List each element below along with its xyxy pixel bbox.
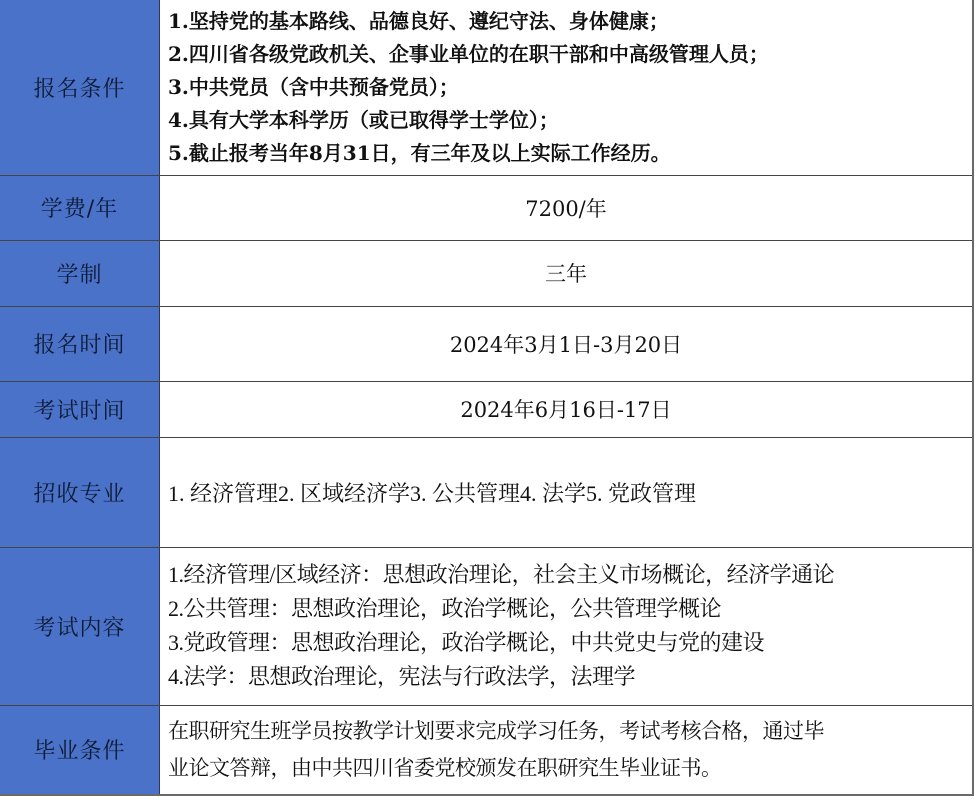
label-exam-date: 考试时间	[0, 381, 160, 437]
exam-subject-item: 3.党政管理：思想政治理论，政治学概论，中共党史与党的建设	[168, 630, 765, 655]
value-tuition: 7200/年	[160, 175, 974, 240]
row-exam-subjects	[0, 547, 973, 705]
graduation-text-line: 在职研究生班学员按教学计划要求完成学习任务，考试考核合格，通过毕	[168, 718, 824, 743]
value-exam-subjects	[160, 547, 974, 705]
requirement-item: 3.中共党员（含中共预备党员）；	[168, 74, 459, 99]
label-graduation-requirements: 毕业条件	[0, 705, 160, 795]
requirement-item: 2.四川省各级党政机关、企事业单位的在职干部和中高级管理人员；	[168, 41, 769, 66]
label-tuition: 学费/年	[0, 175, 160, 240]
value-graduation-requirements	[160, 705, 974, 795]
graduation-text-line: 业论文答辩，由中共四川省委党校颁发在职研究生毕业证书。	[168, 755, 722, 780]
value-majors: 1. 经济管理2. 区域经济学3. 公共管理4. 法学5. 党政管理	[160, 437, 974, 547]
label-majors: 招收专业	[0, 437, 160, 547]
label-registration-period: 报名时间	[0, 306, 160, 381]
requirement-item: 5.截止报考当年8月31日，有三年及以上实际工作经历。	[168, 140, 671, 165]
row-majors	[0, 437, 973, 547]
label-exam-subjects: 考试内容	[0, 547, 160, 705]
label-program-length: 学制	[0, 240, 160, 306]
row-application-requirements	[0, 0, 973, 175]
row-exam-date	[0, 381, 973, 437]
row-tuition	[0, 175, 973, 240]
requirement-item: 4.具有大学本科学历（或已取得学士学位）；	[168, 107, 559, 132]
exam-subject-item: 1.经济管理/区域经济：思想政治理论，社会主义市场概论，经济学通论	[168, 562, 835, 587]
exam-subject-item: 2.公共管理：思想政治理论，政治学概论，公共管理学概论	[168, 596, 722, 621]
value-application-requirements	[160, 0, 974, 175]
label-application-requirements: 报名条件	[0, 0, 160, 175]
value-program-length: 三年	[160, 240, 974, 306]
value-exam-date: 2024年6月16日-17日	[160, 381, 974, 437]
value-registration-period: 2024年3月1日-3月20日	[160, 306, 974, 381]
requirement-item: 1.坚持党的基本路线、品德良好、遵纪守法、身体健康；	[168, 8, 669, 33]
row-graduation-requirements	[0, 705, 973, 795]
row-program-length	[0, 240, 973, 306]
exam-subject-item: 4.法学：思想政治理论，宪法与行政法学，法理学	[168, 664, 636, 689]
row-registration-period	[0, 306, 973, 381]
